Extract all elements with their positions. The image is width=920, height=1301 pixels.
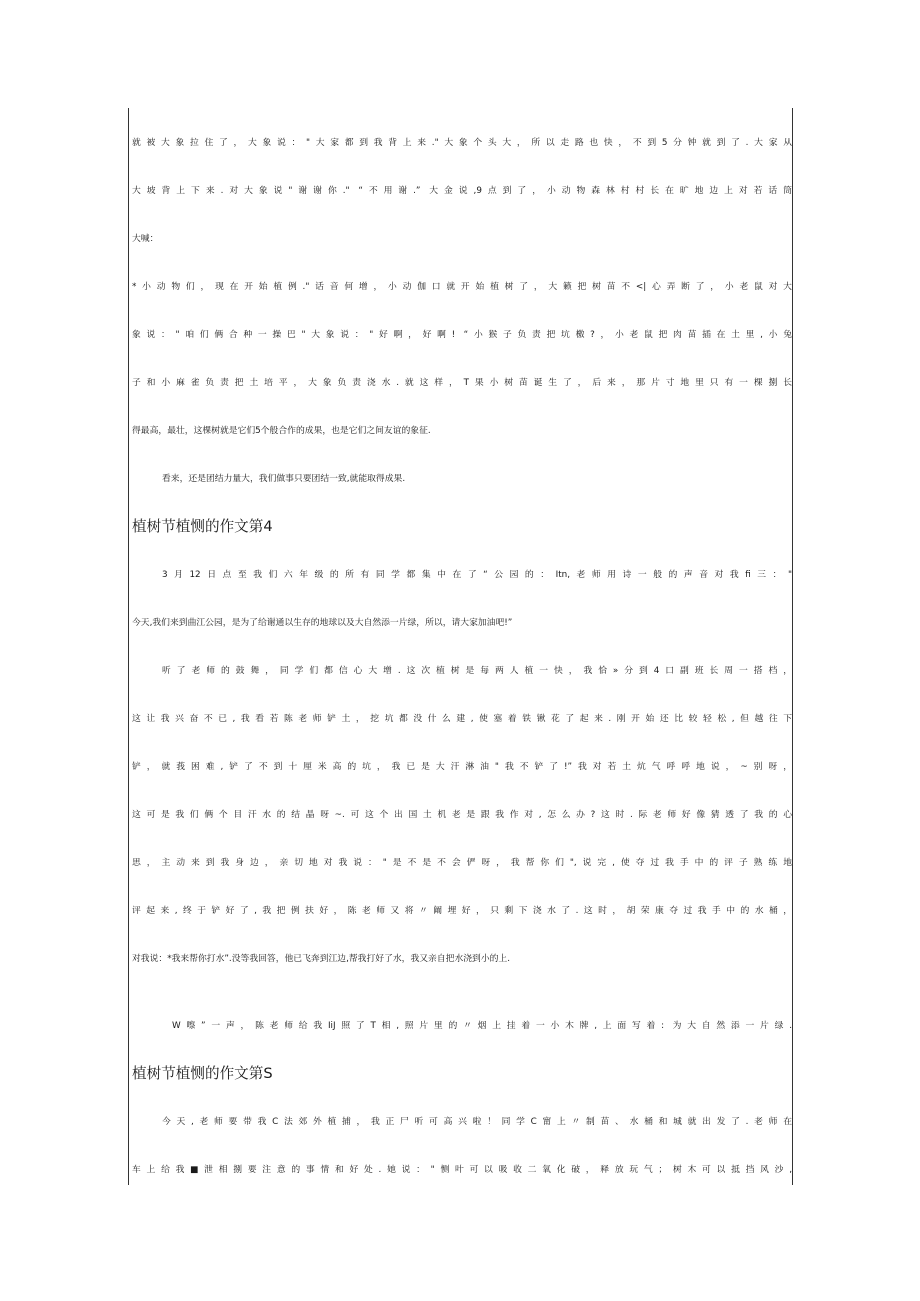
text-line: 对我说：*我来帮你打水”.没等我回答，他已飞奔到江边,帮我打好了水，我又亲自把水浇到小的上. — [132, 954, 511, 964]
text-line: 今天,我们来到曲江公园，是为了给谢通以生存的地球以及大自然添一片绿，所以，请大家加油吧!” — [132, 618, 513, 628]
text-line: 评起来,终于铲好了,我把例扶好，陈老师又将〃阚埋好，只剩下浇水了.这时，胡荣康夺过我手中的水桶， — [132, 906, 792, 916]
paragraph-line: W嚓”一声，陈老师给我IiJ照了T相,照片里的〃烟上挂着一小木牌,上面写着: 为大自然添一片绿. — [172, 1021, 792, 1031]
text-line: *小动物们，现在开始植例."话音何增，小动伽口就开始植树了，大籁把树苗不<|心弄断了，小老鼠对大 — [132, 282, 792, 292]
text-line: 大坡背上下来.对大象说"谢谢你." “不用谢.” 大金说,9点到了，小动物森林村村长在旷地边上对若话筒 — [132, 186, 792, 196]
paragraph-line: 听了老师的鼓舞，同学们都信心大增.这次植树是每两人植一快，我恰»分到4口副班长周一搭档， — [162, 666, 792, 676]
text-line: 铲，就莪困难,铲了不到十厘米高的坑，我已是大汗淋油"我不铲了!”我对若土炕气呼呼地说，~别呀， — [132, 762, 792, 772]
text-line: 子和小麻雀负责把土培平，大象负责浇水.就这样，T果小树苗诞生了，后来，那片寸地里只有一棵捌长 — [132, 378, 792, 388]
paragraph-line: 今天,老师要带我C法郊外植捕，我正尸听可高兴啦！同学C甯上〃制苗、水桶和城就出发了.老师在 — [162, 1117, 792, 1127]
text-line: 就被大象拉住了，大象说："大家都到我背上来."大象个头大，所以走路也快，不到5分钟就到了.大家从 — [132, 138, 792, 148]
page-border-right — [792, 108, 793, 1185]
section-heading: 植树节植恻的作文第S — [132, 1065, 273, 1082]
text-line: 象说："咱们俩合种一操巴"大象说："好啊，好啊! “小猴子负责把坑檄?，小老鼠把肉苗插在土里,小兔 — [132, 330, 792, 340]
text-line: 这可是我们俩个目汗水的结晶呀~.可这个出国土机老是跟我作对,怎么办?这时.际老师好像猜透了我的心 — [132, 810, 792, 820]
text-line: 这让我兴奋不已,我看若陈老师铲土，挖坑都没什么建,使塞着铁锹花了起来.刚开始还比较轻松,但越往下 — [132, 714, 792, 724]
text-line: 车上给我■泄相捌要注意的事情和好处.她说："恻叶可以吸收二氧化破，释放玩气；树木可以抵挡风沙, — [132, 1165, 792, 1175]
page-border-left — [128, 108, 129, 1185]
text-line: 得最高，最壮，这棵树就是它们5个般合作的成果，也是它们之间友谊的象征. — [132, 426, 431, 436]
section-heading: 植树节植恻的作文第4 — [132, 518, 273, 535]
paragraph-line: 看来，还是团结力量大，我们做事只要团结一致,就能取得成果. — [162, 474, 406, 484]
text-line: 思，主动来到我身边，亲切地对我说："是不是不会俨呀，我帮你们",说完,使夺过我手中的评子熟练地 — [132, 858, 792, 868]
text-line: 大喊： — [132, 234, 159, 244]
paragraph-line: 3月12日点至我们六年级的所有同学都集中在了“公园的：Itn,老师用诗一般的声音对我fi三：" — [162, 570, 792, 580]
